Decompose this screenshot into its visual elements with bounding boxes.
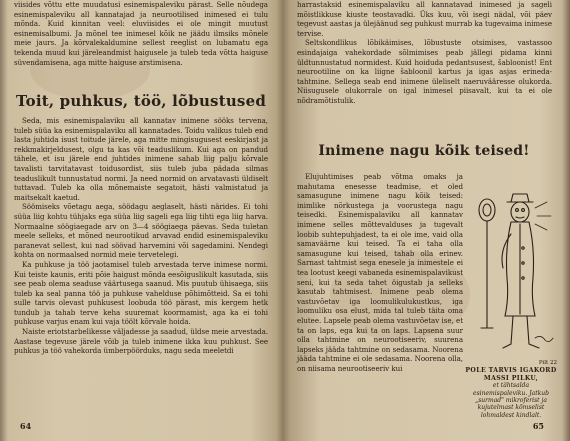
paragraph: Naiste eriotstarbelikesse väljadesse ja saadud, üldse meie arvestada. Aastase tegevuse järele võib ja tuleb inimene ikka kuu puhkust. See puhkus ja töö vahekorda ümberpöörduks, nagu seda meeletdi (14, 327, 268, 356)
paragraph: Ka puhkuse ja töö jaotamisel tuleb arvestada terve inimese normi. Kui teiste kaunis, eriti põie haigust mõnda eesõiguslikult kasutada, siis see peab olema seaduse väärtusega saanud. Mis puutub ühisaega, siis tuleb ka seal panna töö ja puhkuse vahelduse põhimõtteid. Sa ei tohi sulle tarvis olevast puhkusest loobuda töö pärast, mis kergem hetk tundub ja tahab terve keha suuremat koormamist, aga ka ei tohi puhkuse varjus enam kui vaja töölt kõrvale hoida. (14, 259, 268, 327)
lamp-inner (483, 204, 491, 216)
section-heading: Toit, puhkus, töö, lõbustused (15, 92, 267, 110)
page-number: 64 (20, 421, 32, 431)
hat (511, 194, 529, 202)
head (511, 202, 529, 222)
caption-line: POLE TARVIS IGAKORD (465, 367, 557, 375)
illustration-caption (465, 360, 557, 419)
paragraph: Elujuhtimises peab võtma omaks ja mahutama enesesse teadmise, et oled samasugune inimene nagu kõik teised: inimlike nõrkustega ja voorustega nagu teisedki. Esinemispalaviku all kannatav inimene selles mõttevalduses ja tugevalt loobib suhtepuhjadest, ta ei ole ime, vaid olla samaväärne kui teised. Ta ei taha olla samasugune kui teised, tahab olla erinev. Sarnast tahtmist sega enesele ja inimestele ei tea lootust keegi vabaneda esinemispalavikust seni, kui ta seda tahet öigustab ja selleks kasutab tahtmisest. Inimene peab olema vastuvõetav iga loomulikulukustkus, iga loomuliku osa elust, mida tal tuleb täita oma elutee. Lapsele peab olema vastuvõetav ise, et ta on laps, ega kui ta on laps. Lapsena suur olla tahtmine on neurootiseeriv, suurena lapseks jääda tahtmine on sedasama. Noorena jääda tahtmine ei ole sedasama. Noorena olla, on niisama neurootiseeriv kui (297, 172, 463, 373)
cartoon-illustration (465, 188, 555, 366)
lamp-head (479, 199, 495, 221)
right-page (283, 0, 570, 441)
figure-number: Pilt 22 (538, 360, 557, 366)
section-heading: Inimene nagu kõik teised! (318, 143, 530, 159)
left-page (0, 0, 283, 441)
paragraph: harrastaksid esinemispalaviku all kannatavad inimesed ja sageli mõistlikkuse kiuste teostavadki. Üks kuu, või isegi nädal, või päev tegevust aastas ja ülejäänud seg puhkust murrab ka tugevaima inimese tervise. (297, 0, 552, 38)
paragraph: viisides võttu ette muudatusi esinemispaleviku pärast. Selle nõudega esinemispaleviku all kannatajad ja neurootilised inimesed ei tulu mõnda. Kuid kinnitan veel: eluviisides ei ole mingit muutust esinemisalbumi. Ja mõnel tee inimesel kõik ne jäädu ilmsiks mõnele meie jaurs. Ja kõrvalekaldumine sellest reeglist on lubamatu ega tekenda muud kui järeleandmist haigusele ja tuleb teda võtta haiguse süvendamisena, aga mitte haiguse arstimisena. (14, 0, 268, 67)
caption-text: et tähtsalda esinemispaleviku. Jatkub „surmad" mikroferist ja kujutelmast kõmselist lohmaldest kindlalt. (473, 382, 549, 419)
paragraph: Söömiseks võetagu aega, söödagu aeglaselt, hästi närides. Ei tohi süüa liig kohtu tühjaks ega süüa liig sageli ega liig tihti ega liig harva. Normaalne söögiaegade arv on 3—4 söögiaega päevas. Seda tuletan meele selleks, et mõned neurootikud arvavad endid esinemispaleviku paranevat sellest, kui nad söövad harvemini või sagedamini. Nendegi kohta on normaalsed normid meie tervetelegi. (14, 202, 268, 260)
left-intro-text (14, 0, 268, 67)
left-body-text (14, 116, 268, 356)
paragraph: Seda, mis esinemispalaviku all kannatav inimene sööks tervena, tuleb süüa ka esinemispalaviku all kannatades. Toidu valikus tuleb end lasta juhtida isust toitude järele, aga mitte mingisugusest eeskirjast ja rekkmakirjeldusest, olgu ta kas või teaduslikum. Kui aga on pandud tähele, et isu järele end juhtides inimene sahab liig palju kõrvale tavalisti tarvitatavast toidusordist, siis tuleb juba pädada silmas teaduslikult tunnustatud normi. Ja need normid on arvatavasti üldiselt tuttavad. Tuleb ka olla mõnemaiste segatoit, hästi valmistatud ja maitsekalt kaetud. (14, 116, 268, 202)
caption-line: MASSI PILKU, (483, 374, 539, 382)
right-intro-text (297, 0, 552, 106)
paragraph: Seltskondlikus lõbikäimises, lõbustuste otsimises, vastassoo esindajaiga vahekordade sõlmimises peab jällegi pidama kinni üldtunnustatud normidest. Kuid hoiduda pedantsusest, šabloonist! Ent neurootiline on ka liigne šabloonil kartus ja igas asjas erineda-tahtmine. Sellega seab end inimene üleliselt naeruvääresse olukorda. Niisugusele olukorrale on igal inimesel piisavalt, kui ta ei ole nõdramõtistulik. (297, 38, 552, 105)
right-column-text (297, 172, 463, 373)
page-number: 65 (532, 421, 544, 431)
